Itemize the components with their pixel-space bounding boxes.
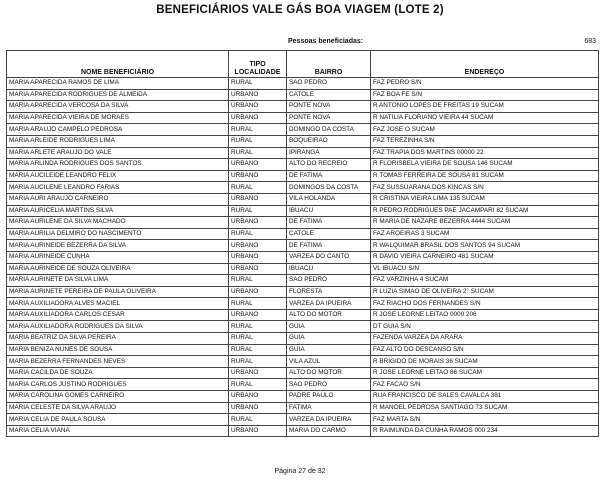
cell-address: FAZ PEDRO S/N bbox=[371, 78, 599, 90]
cell-address: R CRISTINA VIEIRA LIMA 135 SUCAM bbox=[371, 193, 599, 205]
cell-address: FAZ JOSE O SUCAM bbox=[371, 124, 599, 136]
column-header-name: NOME BENEFICIÁRIO bbox=[7, 51, 229, 78]
cell-name: MARIA AUCILENE LEANDRO FARIAS bbox=[7, 182, 229, 194]
summary bbox=[6, 38, 598, 48]
cell-address: FAZ MARTA S/N bbox=[371, 414, 599, 426]
table-row bbox=[7, 263, 599, 275]
table-row bbox=[7, 275, 599, 287]
cell-neighborhood: DE FATIMA bbox=[287, 217, 371, 229]
column-header-neighborhood: BAIRRO bbox=[287, 51, 371, 78]
cell-address: R MANOEL PEDROSA SANTIAGO 73 SUCAM bbox=[371, 402, 599, 414]
cell-neighborhood: FLORESTA bbox=[287, 286, 371, 298]
cell-name: MARIA CELESTE DA SILVA ARAUJO bbox=[7, 402, 229, 414]
table-row bbox=[7, 379, 599, 391]
cell-name: MARIA AUCILEIDE LEANDRO FELIX bbox=[7, 170, 229, 182]
table-row bbox=[7, 217, 599, 229]
cell-locality: URBANO bbox=[229, 193, 287, 205]
table-row bbox=[7, 251, 599, 263]
cell-locality: RURAL bbox=[229, 147, 287, 159]
cell-locality: RURAL bbox=[229, 414, 287, 426]
cell-locality: RURAL bbox=[229, 228, 287, 240]
cell-name: MARIA AURILENE DA SILVA MACHADO bbox=[7, 217, 229, 229]
cell-locality: URBANO bbox=[229, 309, 287, 321]
cell-address: VL IBUACU S/N bbox=[371, 263, 599, 275]
cell-neighborhood: SAO PEDRO bbox=[287, 275, 371, 287]
cell-neighborhood: ALTO DO MOTOR bbox=[287, 367, 371, 379]
cell-address: R LUZIA SIMAO DE OLIVEIRA 2° SUCAM bbox=[371, 286, 599, 298]
table-row bbox=[7, 402, 599, 414]
cell-neighborhood: GUIA bbox=[287, 344, 371, 356]
cell-address: FAZ RIACHO DOS FERNANDES S/N bbox=[371, 298, 599, 310]
cell-address: FAZ BOA FE S/N bbox=[371, 89, 599, 101]
cell-neighborhood: IPIRANGA bbox=[287, 147, 371, 159]
cell-neighborhood: SAO PEDRO bbox=[287, 379, 371, 391]
cell-neighborhood: IBUACU bbox=[287, 263, 371, 275]
table-row bbox=[7, 78, 599, 90]
cell-address: R TOMAS FERREIRA DE SOUSA 81 SUCAM bbox=[371, 170, 599, 182]
cell-address: FAZENDA VARZEA DA ARARA bbox=[371, 333, 599, 345]
table-row bbox=[7, 356, 599, 368]
table-row bbox=[7, 333, 599, 345]
table-row bbox=[7, 321, 599, 333]
column-header-address: ENDEREÇO bbox=[371, 51, 599, 78]
cell-address: FAZ VARZINHA 4 SUCAM bbox=[371, 275, 599, 287]
cell-neighborhood: VILA AZUL bbox=[287, 356, 371, 368]
cell-name: MARIA AUXILIADORA ALVES MACIEL bbox=[7, 298, 229, 310]
cell-locality: URBANO bbox=[229, 159, 287, 171]
cell-locality: URBANO bbox=[229, 240, 287, 252]
cell-address: FAZ FACAO S/N bbox=[371, 379, 599, 391]
table-header-row bbox=[7, 51, 599, 78]
cell-address: R PEDRO RODRIGUES PAE JACAMPARI 82 SUCAM bbox=[371, 205, 599, 217]
cell-neighborhood: DOMINGO DA COSTA bbox=[287, 124, 371, 136]
table-row bbox=[7, 391, 599, 403]
cell-name: MARIA CACILDA DE SOUZA bbox=[7, 367, 229, 379]
cell-neighborhood: SAO PEDRO bbox=[287, 78, 371, 90]
table-row bbox=[7, 112, 599, 124]
cell-name: MARIA AURI ARAUJO CARNEIRO bbox=[7, 193, 229, 205]
cell-address: FAZ SUSSUARANA DOS KINCAS S/N bbox=[371, 182, 599, 194]
cell-name: MARIA CELIA VIANA bbox=[7, 425, 229, 437]
table-row bbox=[7, 159, 599, 171]
cell-neighborhood: FATIMA bbox=[287, 402, 371, 414]
cell-address: R FLORISBELA VIEIRA DE SOUSA 146 SUCAM bbox=[371, 159, 599, 171]
table-row bbox=[7, 193, 599, 205]
cell-neighborhood: PONTE NOVA bbox=[287, 101, 371, 113]
cell-name: MARIA AUXILIADORA CARLOS CESAR bbox=[7, 309, 229, 321]
cell-address: R MARIA DE NAZARE BEZERRA 4444 SUCAM bbox=[371, 217, 599, 229]
cell-locality: URBANO bbox=[229, 367, 287, 379]
cell-name: MARIA AURINETE PEREIRA DE PAULA OLIVEIRA bbox=[7, 286, 229, 298]
cell-address: FAZ TEREZINHA S/N bbox=[371, 135, 599, 147]
cell-address: R NATILIA FLORIANO VIEIRA 44 SUCAM bbox=[371, 112, 599, 124]
cell-locality: RURAL bbox=[229, 321, 287, 333]
cell-locality: URBANO bbox=[229, 391, 287, 403]
page-title: BENEFICIÁRIOS VALE GÁS BOA VIAGEM (LOTE 2) bbox=[156, 4, 444, 16]
cell-locality: URBANO bbox=[229, 217, 287, 229]
table-row bbox=[7, 367, 599, 379]
cell-address: R ANTONIO LOPES DE FREITAS 19 SUCAM bbox=[371, 101, 599, 113]
cell-name: MARIA CELIA DE PAULA SOUSA bbox=[7, 414, 229, 426]
cell-name: MARIA AURINEIDE CUNHA bbox=[7, 251, 229, 263]
cell-name: MARIA BEZERRA FERNANDES NEVES bbox=[7, 356, 229, 368]
cell-locality: URBANO bbox=[229, 425, 287, 437]
cell-name: MARIA AURILIA DELMIRO DO NASCIMENTO bbox=[7, 228, 229, 240]
summary-label: Pessoas beneficiadas: bbox=[288, 38, 364, 45]
cell-neighborhood: VARZEA DA IPUEIRA bbox=[287, 414, 371, 426]
cell-neighborhood: DE FATIMA bbox=[287, 170, 371, 182]
cell-locality: RURAL bbox=[229, 124, 287, 136]
cell-name: MARIA AURICELIA MARTINS SILVA bbox=[7, 205, 229, 217]
cell-address: R JOSE LEORNE LEITAO 86 SUCAM bbox=[371, 367, 599, 379]
table-row bbox=[7, 135, 599, 147]
cell-locality: RURAL bbox=[229, 205, 287, 217]
table-row bbox=[7, 298, 599, 310]
cell-neighborhood: ALTO DO MOTOR bbox=[287, 309, 371, 321]
cell-locality: URBANO bbox=[229, 112, 287, 124]
cell-neighborhood: BOQUEIRAO bbox=[287, 135, 371, 147]
cell-locality: URBANO bbox=[229, 402, 287, 414]
cell-locality: URBANO bbox=[229, 286, 287, 298]
cell-name: MARIA ARLEIDE RODRIGUES LIMA bbox=[7, 135, 229, 147]
cell-neighborhood: DE FATIMA bbox=[287, 240, 371, 252]
cell-neighborhood: GUIA bbox=[287, 333, 371, 345]
table-row bbox=[7, 147, 599, 159]
cell-address: R BRIGIDO DE MORAIS 36 SUCAM bbox=[371, 356, 599, 368]
cell-address: R WALQUIMAR BRASIL DOS SANTOS 94 SUCAM bbox=[371, 240, 599, 252]
cell-locality: URBANO bbox=[229, 263, 287, 275]
column-header-locality: TIPO LOCALIDADE bbox=[229, 51, 287, 78]
cell-name: MARIA ARAUJO CAMPELO PEDROSA bbox=[7, 124, 229, 136]
cell-name: MARIA CAROLINA GOMES CARNEIRO bbox=[7, 391, 229, 403]
cell-neighborhood: VILA HOLANDA bbox=[287, 193, 371, 205]
cell-address: RUA FRANCISCO DE SALES CAVALCA 381 bbox=[371, 391, 599, 403]
cell-address: R DAVID VIEIRA CARNEIRO 481 SUCAM bbox=[371, 251, 599, 263]
cell-locality: RURAL bbox=[229, 78, 287, 90]
cell-locality: RURAL bbox=[229, 356, 287, 368]
cell-address: R JOSE LEORNE LEITAO 0000 206 bbox=[371, 309, 599, 321]
cell-locality: RURAL bbox=[229, 275, 287, 287]
cell-name: MARIA AURINEIDE DE SOUZA OLIVEIRA bbox=[7, 263, 229, 275]
cell-locality: RURAL bbox=[229, 333, 287, 345]
table-row bbox=[7, 309, 599, 321]
cell-locality: URBANO bbox=[229, 89, 287, 101]
cell-name: MARIA AURINEIDE BEZERRA DA SILVA bbox=[7, 240, 229, 252]
cell-address: DT GUIA S/N bbox=[371, 321, 599, 333]
cell-locality: URBANO bbox=[229, 170, 287, 182]
cell-neighborhood: GUIA bbox=[287, 321, 371, 333]
cell-address: FAZ AROEIRAS 3 SUCAM bbox=[371, 228, 599, 240]
cell-address: FAZ ALTO DO DESCANSO S/N bbox=[371, 344, 599, 356]
cell-locality: URBANO bbox=[229, 101, 287, 113]
cell-locality: RURAL bbox=[229, 182, 287, 194]
table-row bbox=[7, 286, 599, 298]
cell-name: MARIA APARECIDA VIEIRA DE MORAES bbox=[7, 112, 229, 124]
cell-name: MARIA AURINETE DA SILVA LIMA bbox=[7, 275, 229, 287]
cell-neighborhood: VARZEA DO CANTO bbox=[287, 251, 371, 263]
cell-neighborhood: CATOLE bbox=[287, 89, 371, 101]
cell-name: MARIA AUXILIADORA RODRIGUES DA SILVA bbox=[7, 321, 229, 333]
table-row bbox=[7, 182, 599, 194]
page-number: Página 27 de 32 bbox=[274, 468, 326, 475]
cell-name: MARIA APARECIDA RAMOS DE LIMA bbox=[7, 78, 229, 90]
cell-neighborhood: PONTE NOVA bbox=[287, 112, 371, 124]
cell-address: R RAIMUNDA DA CUNHA RAMOS 000 234 bbox=[371, 425, 599, 437]
table-row bbox=[7, 344, 599, 356]
table-row bbox=[7, 414, 599, 426]
cell-locality: RURAL bbox=[229, 344, 287, 356]
cell-name: MARIA APARECIDA RODRIGUES DE ALMEIDA bbox=[7, 89, 229, 101]
cell-locality: RURAL bbox=[229, 379, 287, 391]
cell-name: MARIA APARECIDA VERCOSA DA SILVA bbox=[7, 101, 229, 113]
cell-neighborhood: IBUACU bbox=[287, 205, 371, 217]
cell-name: MARIA ARLINDA RODRIGUES DOS SANTOS bbox=[7, 159, 229, 171]
cell-neighborhood: MARIA DO CARMO bbox=[287, 425, 371, 437]
cell-neighborhood: PADRE PAULO bbox=[287, 391, 371, 403]
cell-locality: URBANO bbox=[229, 251, 287, 263]
cell-name: MARIA BEATRIZ DA SILVA PEREIRA bbox=[7, 333, 229, 345]
table-row bbox=[7, 101, 599, 113]
table-row bbox=[7, 240, 599, 252]
summary-value: 683 bbox=[584, 38, 596, 45]
cell-locality: RURAL bbox=[229, 135, 287, 147]
cell-address: FAZ TRAPIA DOS MARTINS 00000 22 bbox=[371, 147, 599, 159]
table-row bbox=[7, 425, 599, 437]
cell-neighborhood: ALTO DO RECREIO bbox=[287, 159, 371, 171]
cell-neighborhood: VARZEA DA IPUEIRA bbox=[287, 298, 371, 310]
cell-locality: RURAL bbox=[229, 298, 287, 310]
table-row bbox=[7, 205, 599, 217]
beneficiaries-table bbox=[6, 50, 599, 437]
cell-name: MARIA ARLETE ARAUJO DO VALE bbox=[7, 147, 229, 159]
cell-name: MARIA BENIZA NUNES DE SOUSA bbox=[7, 344, 229, 356]
table-row bbox=[7, 228, 599, 240]
cell-neighborhood: CATOLE bbox=[287, 228, 371, 240]
table-row bbox=[7, 124, 599, 136]
table-row bbox=[7, 89, 599, 101]
cell-name: MARIA CARLOS JUSTINO RODRIGUES bbox=[7, 379, 229, 391]
cell-neighborhood: DOMINGOS DA COSTA bbox=[287, 182, 371, 194]
table-row bbox=[7, 170, 599, 182]
